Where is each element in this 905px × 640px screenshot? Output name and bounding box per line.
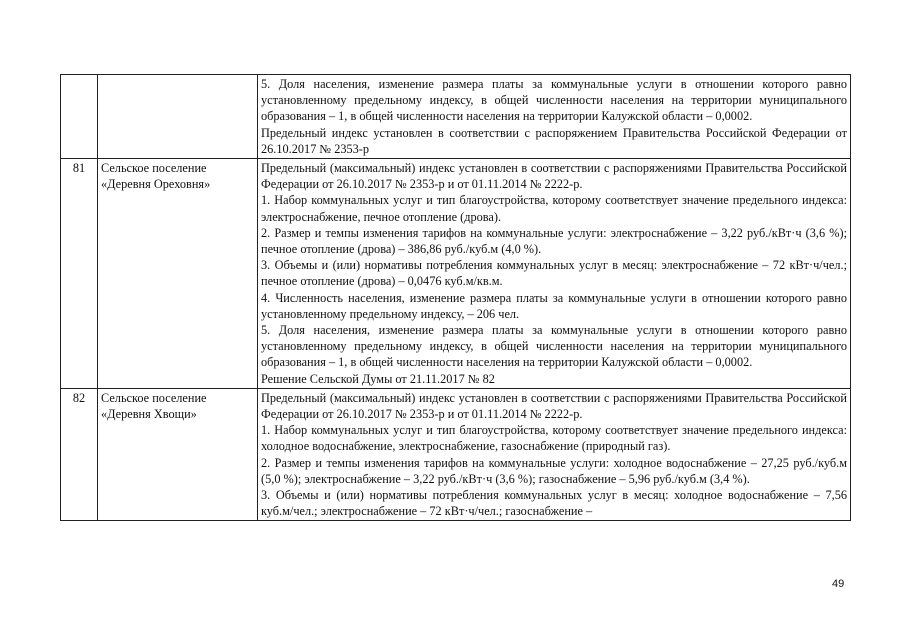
description-paragraph: 5. Доля населения, изменение размера платы за коммунальные услуги в отношении которого равно установленному предельному индексу, в общей численности населения на территории муниципального образования – 1, в общей численности населения на территории Калужской области – 0,0002. xyxy=(261,323,847,370)
tariff-index-table xyxy=(60,74,851,521)
table-row xyxy=(61,75,851,159)
description-paragraph: Предельный индекс установлен в соответствии с распоряжением Правительства Российской Федерации от 26.10.2017 № 2353-р xyxy=(261,125,847,156)
row-number-cell xyxy=(61,75,98,159)
description-cell xyxy=(258,75,851,159)
settlement-name-cell: Сельское поселение «Деревня Хвощи» xyxy=(98,388,258,521)
table-row xyxy=(61,388,851,521)
description-paragraph: 5. Доля населения, изменение размера платы за коммунальные услуги в отношении которого равно установленному предельному индексу, в общей численности населения на территории муниципального образования – 1, в общей численности населения на территории Калужской области – 0,0002. xyxy=(261,77,847,124)
description-paragraph: 1. Набор коммунальных услуг и тип благоустройства, которому соответствует значение предельного индекса: электроснабжение, печное отопление (дрова). xyxy=(261,193,847,224)
row-number-cell: 82 xyxy=(61,388,98,521)
description-paragraph: 3. Объемы и (или) нормативы потребления коммунальных услуг в месяц: холодное водоснабжение – 7,56 куб.м/чел.; электроснабжение – 72 кВт·ч/чел.; газоснабжение – xyxy=(261,488,847,519)
document-table-wrapper xyxy=(60,74,850,521)
settlement-name-cell: Сельское поселение «Деревня Ореховня» xyxy=(98,159,258,389)
row-number-cell: 81 xyxy=(61,159,98,389)
description-paragraph: 3. Объемы и (или) нормативы потребления коммунальных услуг в месяц: электроснабжение – 72 кВт·ч/чел.; печное отопление (дрова) – 0,0476 куб.м/кв.м. xyxy=(261,258,847,289)
description-cell xyxy=(258,388,851,521)
settlement-name-cell xyxy=(98,75,258,159)
description-paragraph: Предельный (максимальный) индекс установлен в соответствии с распоряжениями Правительства Российской Федерации от 26.10.2017 № 2353-р и от 01.11.2014 № 2222-р. xyxy=(261,161,847,192)
page-number: 49 xyxy=(832,578,845,590)
description-cell xyxy=(258,159,851,389)
description-paragraph: 2. Размер и темпы изменения тарифов на коммунальные услуги: холодное водоснабжение – 27,25 руб./куб.м (5,0 %); электроснабжение – 3,22 руб./кВт·ч (3,6 %); газоснабжение – 5,96 руб./куб.м (3,4 %). xyxy=(261,455,847,486)
description-paragraph: 4. Численность населения, изменение размера платы за коммунальные услуги в отношении которого равно установленному предельному индексу, – 206 чел. xyxy=(261,290,847,321)
description-paragraph: 2. Размер и темпы изменения тарифов на коммунальные услуги: электроснабжение – 3,22 руб./кВт·ч (3,6 %); печное отопление (дрова) – 386,86 руб./куб.м (4,0 %). xyxy=(261,225,847,257)
description-paragraph: Предельный (максимальный) индекс установлен в соответствии с распоряжениями Правительства Российской Федерации от 26.10.2017 № 2353-р и от 01.11.2014 № 2222-р. xyxy=(261,390,847,422)
table-row xyxy=(61,159,851,389)
description-paragraph: 1. Набор коммунальных услуг и тип благоустройства, которому соответствует значение предельного индекса: холодное водоснабжение, электроснабжение, газоснабжение (природный газ). xyxy=(261,423,847,454)
description-paragraph: Решение Сельской Думы от 21.11.2017 № 82 xyxy=(261,371,495,386)
